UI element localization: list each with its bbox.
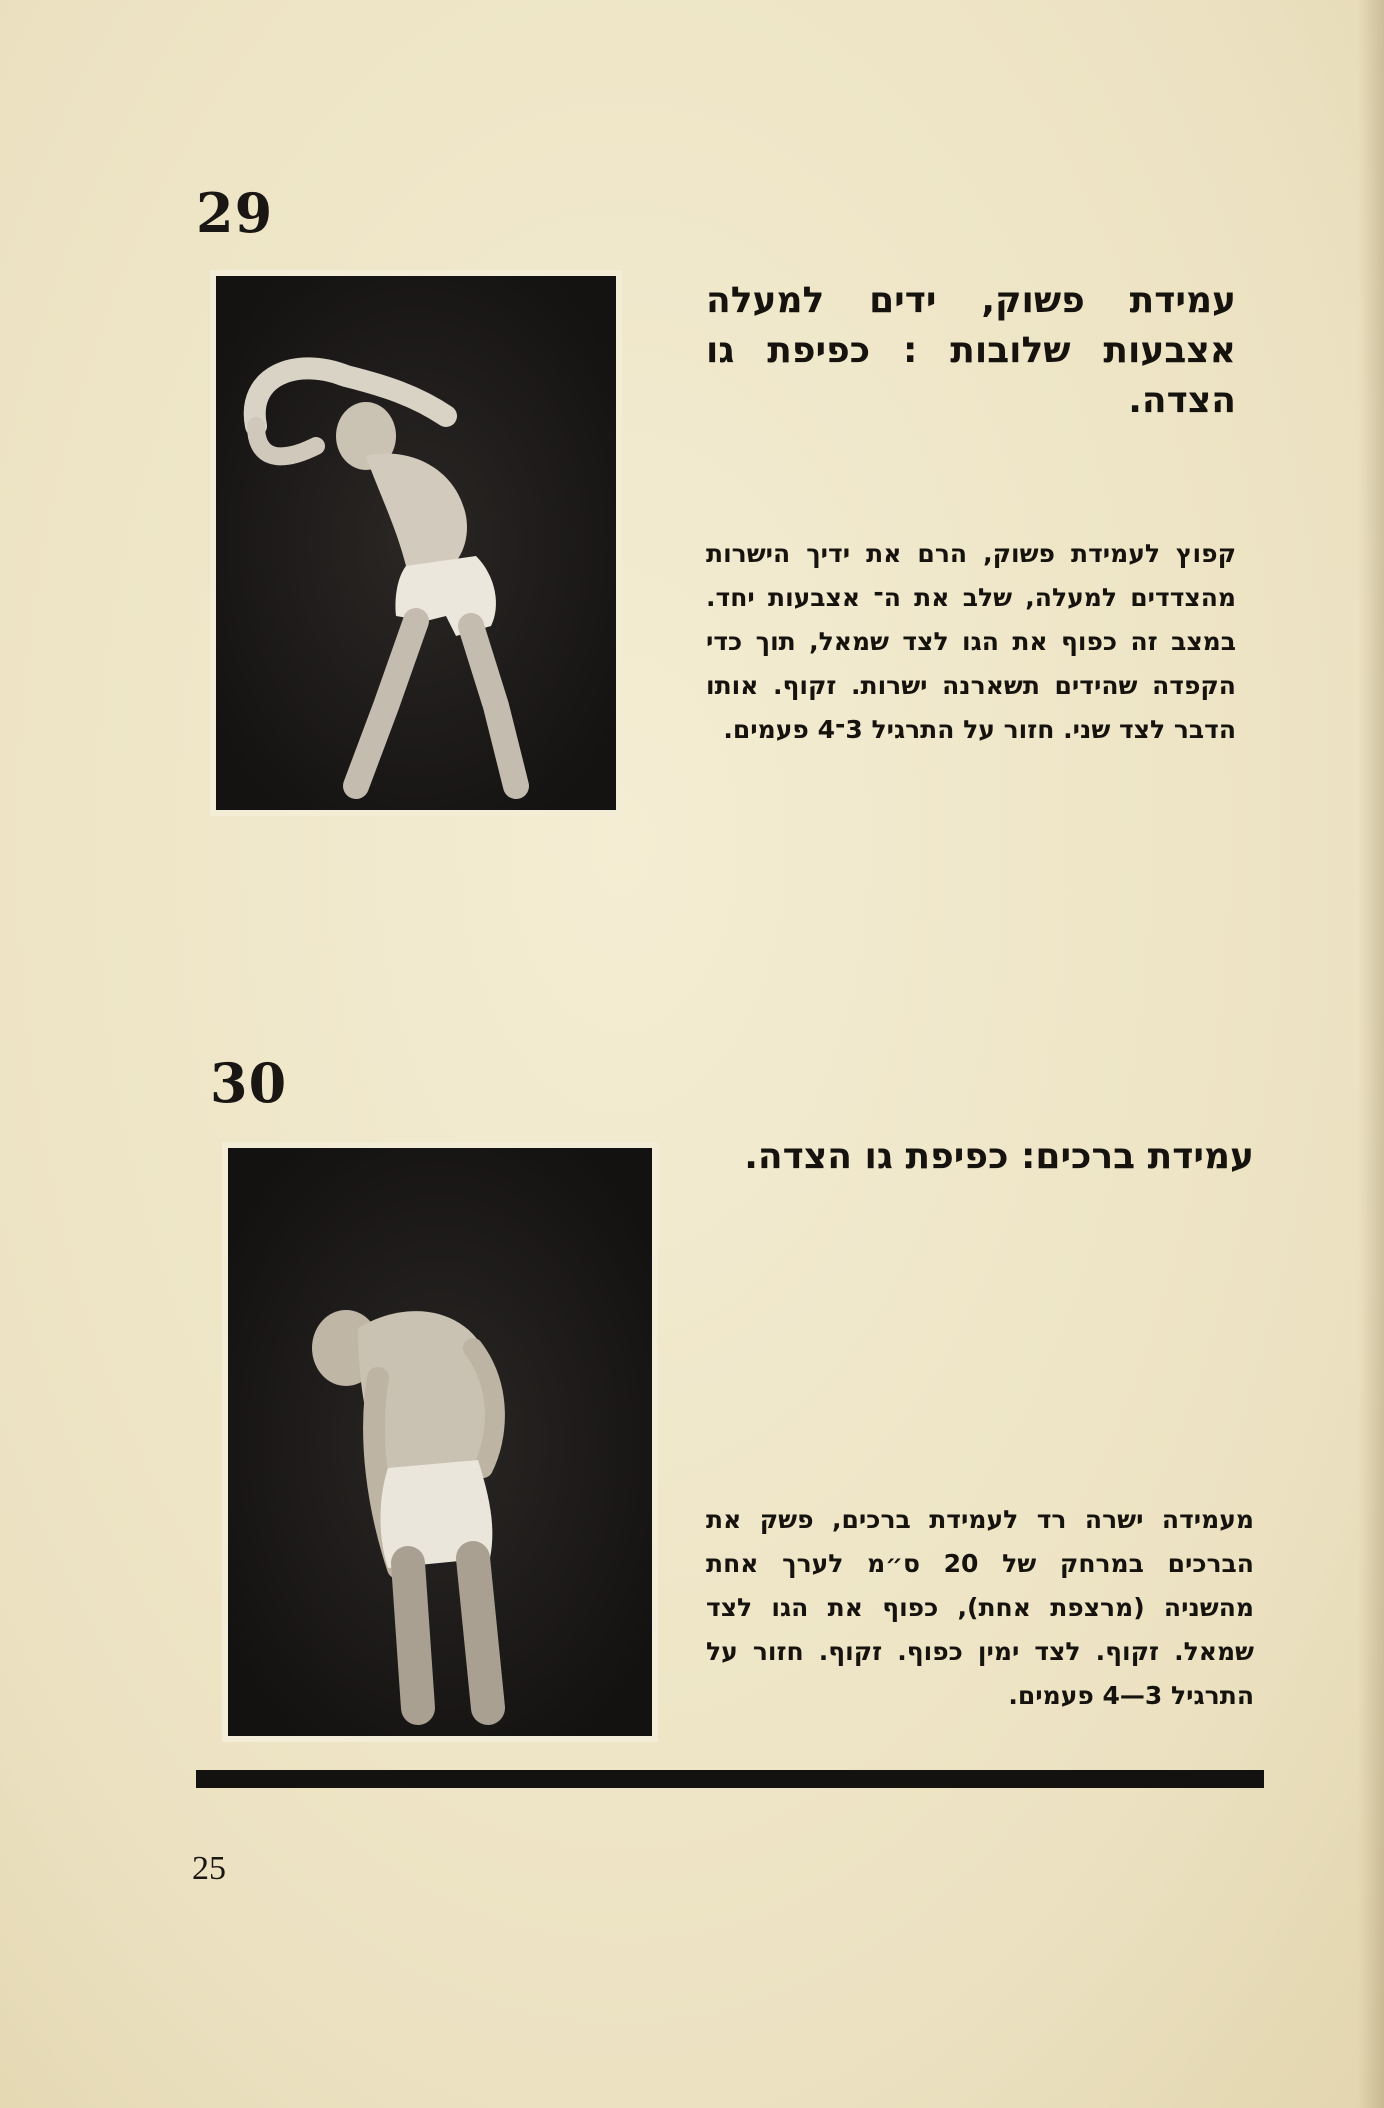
exercise-29-description: קפוץ לעמידת פשוק, הרם את ידיך הישרות מהצדדים למעלה, שלב את ה־ אצבעות יחד. במצב זה כפוף את הגו לצד שמאל, תוך כדי הקפדה שהידים תשארנה ישרות. זקוף. אותו הדבר לצד שני. חזור על התרגיל 3־4 פעמים. bbox=[706, 539, 1236, 744]
exercise-30-number: 30 bbox=[210, 1051, 288, 1115]
side-bend-standing-illustration bbox=[216, 276, 616, 810]
exercise-29-number: 29 bbox=[196, 181, 274, 245]
page-number: 25 bbox=[192, 1850, 226, 1887]
exercise-29-photo bbox=[216, 276, 616, 810]
exercise-30-title: עמידת ברכים: כפיפת גו הצדה. bbox=[744, 1136, 1254, 1177]
side-bend-kneeling-illustration bbox=[228, 1148, 652, 1736]
exercise-30-description: מעמידה ישרה רד לעמידת ברכים, פשק את הברכים במרחק של 20 ס״מ לערך אחת מהשניה (מרצפת אחת), כפוף את הגו לצד שמאל. זקוף. לצד ימין כפוף. זקוף. חזור על התרגיל 3—4 פעמים. bbox=[706, 1505, 1254, 1710]
page-edge-shadow bbox=[1358, 0, 1384, 2108]
horizontal-rule bbox=[196, 1770, 1264, 1788]
exercise-30-photo bbox=[228, 1148, 652, 1736]
exercise-29-title: עמידת פשוק, ידים למעלה אצבעות שלובות : כפיפת גו הצדה. bbox=[706, 280, 1236, 421]
